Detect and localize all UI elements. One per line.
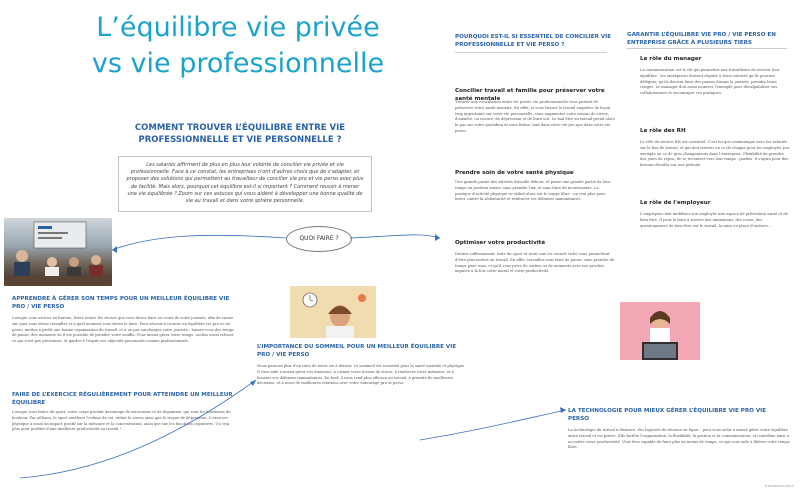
time-section-heading: APPRENDRE À GÉRER SON TEMPS POUR UN MEILLEUR ÉQUILIBRE VIE PRO / VIE PERSO <box>12 296 230 310</box>
tiers-subheading-employer: Le rôle de l'employeur <box>640 200 711 206</box>
arrowhead-bottom-left <box>250 380 256 386</box>
tiers-subheading-hr: Le rôle des RH <box>640 128 686 134</box>
arrow-right <box>350 235 440 238</box>
arrow-left <box>112 235 286 250</box>
why-section-heading: POURQUOI EST-IL SI ESSENTIEL DE CONCILIER VIE PROFESSIONNELLE ET VIE PERSO ? <box>455 34 612 48</box>
arrowhead-bottom-right <box>560 407 566 413</box>
arrow-bottom-right <box>420 410 566 440</box>
why-text-mental: Trouver une conciliation entre vie privée vie professionnelle vous permet de préserver votre santé mentale. En effet, si vous laissez le travail empiéter de façon trop importante sur votre vie personnelle, vous augmentez votre niveau de stress, d'anxiété, ou encore, de dépression et de burn out. Le mal-être au travail prend alors le pas sur votre quotidien et vous freine, tant dans votre vie pro que dans votre vie perso. <box>455 100 615 133</box>
intro-box: Les salariés affirment de plus en plus leur volonté de concilier vie privée et vie professionnelle. Face à ce constat, les entreprises n'ont d'autres choix que de s'adapter, et proposer des solutions qui permettent au travailleur de concilier vie pro et vie perso avec plus de facilité. Mais alors, pourquoi cet équilibre est-il si important ? Comment réussir à mener une vie équilibrée ? Zoom sur ces astuces qui vous aident à développer une bonne qualité de vie au travail et dans votre sphère personnelle. <box>118 156 372 212</box>
woman-laptop-image <box>620 302 700 360</box>
sport-section-text: Lorsque vous faites du sport, votre corps produit davantage de sérotonine et de dopamine, qui sont les hormones du bonheur. Par ailleurs, le sport améliore l'estime de soi, réduit le stress ainsi que le risque de dépression. L'exercice physique a aussi un impact positif sur la mémoire et la concentration, ainsi que sur les fonctions cognitives. Un vrai plus pour profiter d'une meilleure productivité au travail ! <box>12 410 231 432</box>
sleep-section-heading: L’IMPORTANCE DU SOMMEIL POUR UN MEILLEUR ÉQUILIBRE VIE PRO / VIE PERSO <box>257 344 457 358</box>
why-text-physical: Une grande partie des salariés travaille debout, et passe une grande partie de leur temps en position assise, sans prendre l'air, et sans faire de mouvements. La pratique d'activité physique se réduit alors sur le temps libre : un vrai plus pour lutter contre la sédentarité et renforcer ses défenses immunitaires. <box>455 180 611 202</box>
why-subheading-mental: Concilier travail et famille pour préserver votre santé mentale <box>455 88 605 102</box>
why-text-productivity: Dormir suffisamment, faire du sport et avoir une vie sociale riche vous permettent d'être plus motivé au travail. En effet, travailler sans faire de pause, sans prendre de temps pour vous, et qu'il vous prive de sorties ou de moments avec vos proches impacte à la fois votre moral et votre productivité. <box>455 252 615 274</box>
footer-source: transitions.pro.fr <box>764 484 794 488</box>
tiers-text-manager: La communication est le clé qui permettra aux travailleurs de trouver leur équilibre : les entreprises doivent réguler à leurs salariés qu'ils peuvent déléguer, qu'ils doivent faire des pauses durant la journée, prendre leurs congés. Le manager doit aussi montrer l'exemple pour déculpabiliser ses collaborateurs et encourager ces pratiques. <box>640 68 780 96</box>
sport-section-heading: FAIRE DE L’EXERCICE RÉGULIÈREMENT POUR ATTEINDRE UN MEILLEUR ÉQUILIBRE <box>12 392 233 406</box>
page-subtitle: COMMENT TROUVER L’ÉQUILIBRE ENTRE VIE PROFESSIONNELLE ET VIE PERSONNELLE ? <box>134 123 346 145</box>
time-section-text: Lorsque vous arrivez au bureau, listez toutes les choses que vous devez faire au cours de votre journée, afin de savoir sur quoi vous devez travailler et à quel moment vous devez le faire. Pour réussir à trouver un équilibre vie pro et vie perso, mettez à profit une bonne organisation du travail, et à ne pas surcharger votre journée : laissez-vous des temps de pause, des moments où il est possible de prendre votre souffle. Pour mieux gérer votre temps, sachez aussi refuser ce qui n'est pas prioritaire, et garder à l'esprit vos objectifs personnels comme professionnels. <box>12 316 234 344</box>
why-divider <box>455 52 607 53</box>
sleeping-woman-image <box>290 286 376 338</box>
tiers-text-hr: Le rôle du service RH est essentiel. C'est lui qui communique avec les salariés sur le lieu de travail, et qui doit œuvrer en ce de chaque pour les employés, par exemple en ce de gros changements dans l'entreprise. Flexibilité de prendre des jours de repos, de se recentrer vers leur temps : parfois, il s'agira pour des besoins décidés sur une période. <box>640 140 790 168</box>
tiers-subheading-manager: Le rôle du manager <box>640 56 702 62</box>
tiers-divider <box>627 48 787 49</box>
why-subheading-physical: Prendre soin de votre santé physique <box>455 170 574 176</box>
sleep-section-text: Nous passons plus d'un tiers de notre vie à dormir. Le sommeil est essentiel pour la santé mentale et physique. Il vous aide à mieux gérer vos émotions, à calmer votre niveau de stress, à renforcer votre mémoire, et à booster vos défenses immunitaires. En bref, il vous rend plus efficace au travail, à prendre de meilleures décisions, et à avoir de meilleures relations avec votre entourage pro et perso. <box>257 364 466 386</box>
tiers-text-employer: L'employeur doit mobiliser son employés une espace de prévention santé et de bien-être. Il peut le faire à travers des animations, des cours, des questionnaires de bien-être sur le travail, la mise en place d'ateliers... <box>640 212 788 228</box>
tech-section-text: La technologie du travail à distance, des logiciels de réunion en ligne... peut vous aider à mieux gérer votre équilibre entre travail et vie privée. Elle facilite l'organisation, la flexibilité, la gestion et la communication, et contribue ainsi à accroître votre productivité. Vous êtes capable de faire plus en moins de temps, ce qui vous aide à libérer votre temps libre. <box>568 428 790 450</box>
arrowhead-left <box>112 246 117 253</box>
tech-section-heading: LA TECHNOLOGIE POUR MIEUX GÉRER L’ÉQUILIBRE VIE PRO VIE PERSO <box>568 408 767 422</box>
arrowhead-right <box>435 234 440 241</box>
what-to-do-bubble: QUOI FAIRE ? <box>286 226 352 252</box>
page-title: L’équilibre vie privée vs vie professionnelle <box>91 12 385 79</box>
tiers-section-heading: GARANTIR L’ÉQUILIBRE VIE PRO / VIE PERSO EN ENTREPRISE GRÂCE À PLUSIEURS TIERS <box>627 32 776 46</box>
why-subheading-productivity: Optimiser votre productivité <box>455 240 546 246</box>
